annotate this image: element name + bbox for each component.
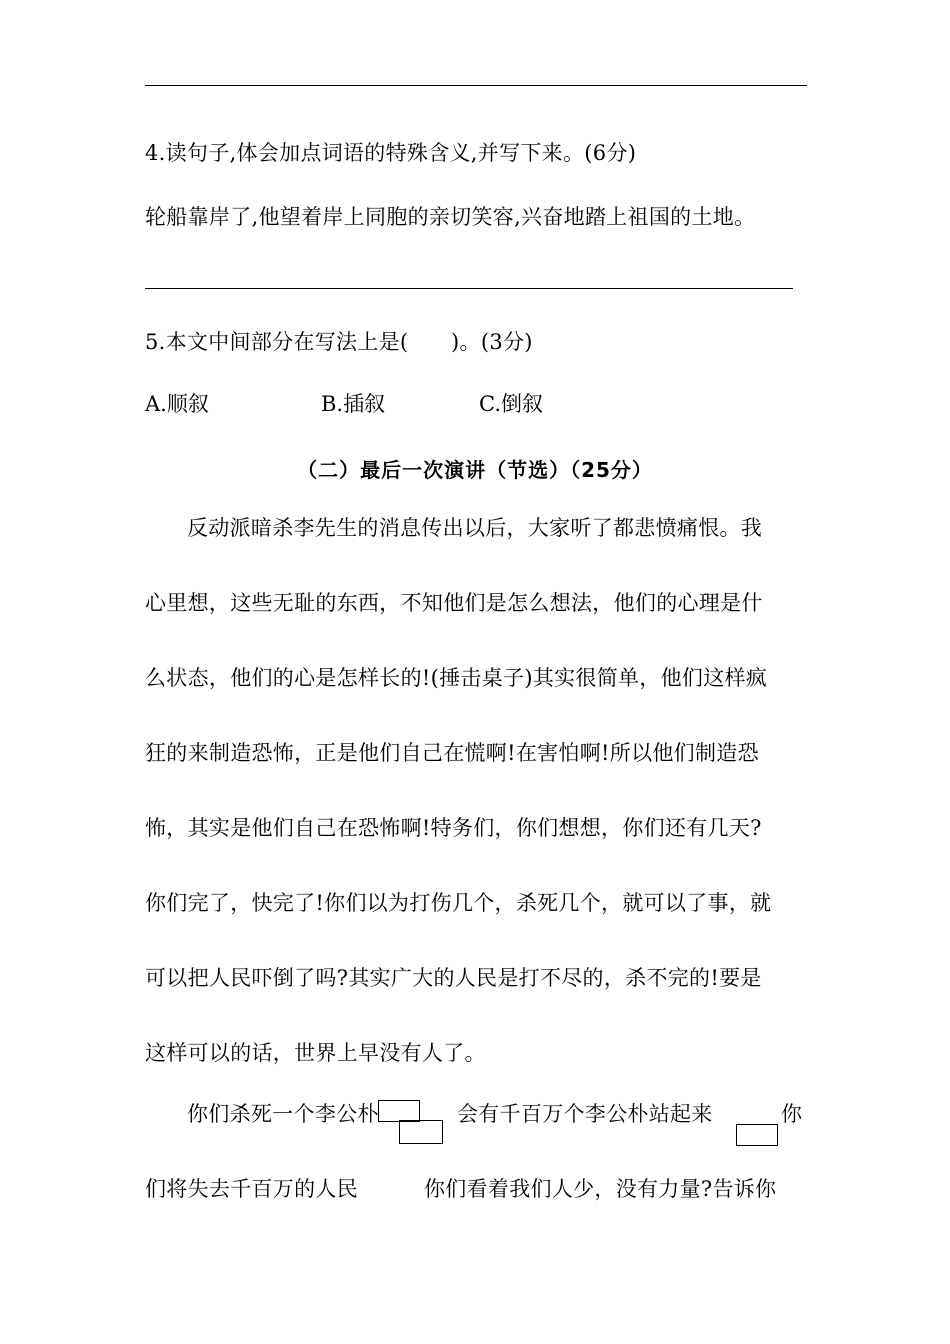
para2-line2-seg2: 你们看着我们人少，没有力量?告诉你 [424, 1177, 777, 1201]
q4-prompt: 4.读句子,体会加点词语的特殊含义,并写下来。(6分) [145, 141, 637, 165]
para1-line-1: 反动派暗杀李先生的消息传出以后，大家听了都悲愤痛恨。我 [187, 516, 763, 540]
punctuation-blank-1[interactable] [378, 1100, 420, 1122]
para1-line-7: 可以把人民吓倒了吗?其实广大的人民是打不尽的，杀不完的!要是 [145, 966, 762, 990]
section2-title: （二）最后一次演讲（节选）（25分） [297, 458, 653, 482]
para1-line-4: 狂的来制造恐怖，正是他们自己在慌啊!在害怕啊!所以他们制造恐 [145, 741, 759, 765]
q5-option-c[interactable]: C.倒叙 [479, 392, 543, 416]
para2-line1-seg2: 会有千百万个李公朴站起来 [457, 1102, 713, 1126]
para1-line-2: 心里想，这些无耻的东西，不知他们是怎么想法，他们的心理是什 [145, 591, 763, 615]
para2-line1-seg1: 你们杀死一个李公朴 [187, 1102, 379, 1126]
q5-prompt: 5.本文中间部分在写法上是( )。(3分) [145, 330, 533, 354]
q5-option-b[interactable]: B.插叙 [321, 392, 386, 416]
answer-line-top[interactable] [145, 85, 807, 86]
para1-line-8: 这样可以的话，世界上早没有人了。 [145, 1041, 486, 1065]
q4-answer-line[interactable] [145, 288, 793, 289]
q5-option-a[interactable]: A.顺叙 [145, 392, 209, 416]
para1-line-3: 么状态，他们的心是怎样长的!(捶击桌子)其实很简单，他们这样疯 [145, 666, 768, 690]
para1-line-6: 你们完了，快完了!你们以为打伤几个，杀死几个，就可以了事，就 [145, 891, 772, 915]
para2-line2-seg1: 们将失去千百万的人民 [145, 1177, 358, 1201]
para2-line1-seg3: 你 [781, 1102, 803, 1126]
para1-line-5: 怖，其实是他们自己在恐怖啊!特务们，你们想想，你们还有几天? [145, 816, 762, 840]
q4-sentence: 轮船靠岸了,他望着岸上同胞的亲切笑容,兴奋地踏上祖国的土地。 [145, 205, 756, 229]
punctuation-blank-3[interactable] [736, 1124, 778, 1146]
punctuation-blank-2[interactable] [399, 1120, 443, 1144]
